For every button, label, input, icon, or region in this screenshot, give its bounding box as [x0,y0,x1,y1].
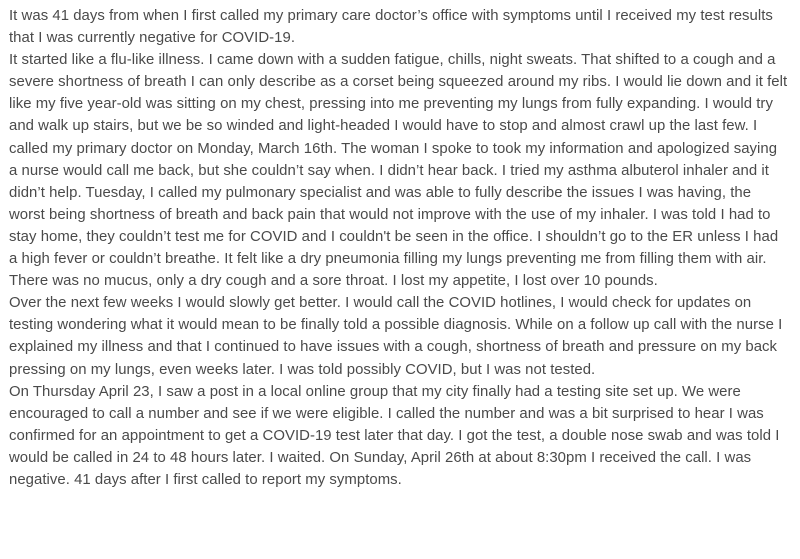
paragraph-intro: It was 41 days from when I first called my primary care doctor’s office with symptoms until I received my test results that I was currently negative for COVID-19. [9,8,773,47]
paragraph-symptoms: It started like a flu-like illness. I came down with a sudden fatigue, chills, night sweats. That shifted to a cough and a severe shortness of breath I can only describe as a corset being squeezed around my ribs. I would lie down and it felt like my five year-old was sitting on my chest, pressing into me preventing my lungs from fully expanding. I would try and walk up stairs, but we be so winded and light-headed I would have to stop and almost crawl up the last few. I called my primary doctor on Monday, March 16th. The woman I spoke to took my information and apologized saying a nurse would call me back, but she couldn’t say when. I didn’t hear back. I tried my asthma albuterol inhaler and it didn’t help. Tuesday, I called my pulmonary specialist and was able to fully describe the issues I was having, the worst being shortness of breath and back pain that would not improve with the use of my inhaler. I was told I had to stay home, they couldn’t test me for COVID and I couldn't be seen in the office. I shouldn’t go to the ER unless I had a high fever or couldn’t breathe. It felt like a dry pneumonia filling my lungs preventing me from filling them with air. There was no mucus, only a dry cough and a sore throat. I lost my appetite, I lost over 10 pounds. [9,52,788,290]
paragraph-recovery: Over the next few weeks I would slowly get better. I would call the COVID hotlines, I would check for updates on testing wondering what it would mean to be finally told a possible diagnosis. While on a follow up call with the nurse I explained my illness and that I continued to have issues with a cough, shortness of breath and pressure on my back pressing on my lungs, even weeks later. I was told possibly COVID, but I was not tested. [9,295,783,378]
paragraph-testing: On Thursday April 23, I saw a post in a local online group that my city finally had a testing site set up. We were encouraged to call a number and see if we were eligible. I called the number and was a bit surprised to hear I was confirmed for an appointment to get a COVID-19 test later that day. I got the test, a double nose swab and was told I would be called in 24 to 48 hours later. I waited. On Sunday, April 26th at about 8:30pm I received the call. I was negative. 41 days after I first called to report my symptoms. [9,383,780,488]
